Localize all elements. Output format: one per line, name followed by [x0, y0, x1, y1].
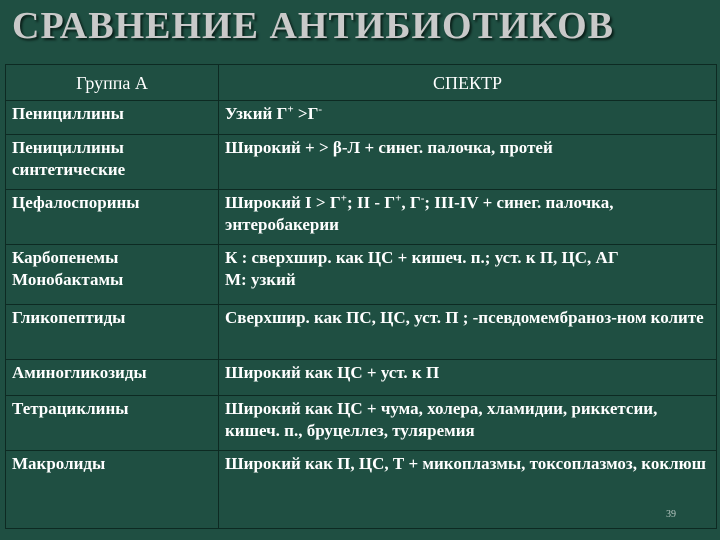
antibiotics-table [5, 64, 717, 529]
spectrum-text: ; III-IV + синег. палочка, энтеробакерии [225, 193, 614, 235]
group-line: Пенициллины [12, 138, 124, 157]
spectrum-cell: Сверхшир. как ПС, ЦС, уст. П ; -псевдомембраноз-ном колите [219, 305, 717, 360]
table-row [6, 305, 717, 360]
spectrum-text: >Г [293, 104, 319, 123]
table-row [6, 396, 717, 451]
group-line: Карбопенемы [12, 248, 119, 267]
group-cell: Гликопептиды [6, 305, 219, 360]
table-row [6, 451, 717, 529]
superscript: + [395, 192, 402, 205]
group-line: синтетические [12, 160, 126, 180]
spectrum-line: М: узкий [225, 270, 296, 290]
superscript: + [340, 192, 347, 205]
superscript: + [287, 103, 294, 116]
table-row [6, 245, 717, 305]
superscript: - [318, 103, 323, 116]
group-cell [6, 135, 219, 190]
table-row [6, 190, 717, 245]
table-row [6, 360, 717, 396]
spectrum-cell [219, 190, 717, 245]
spectrum-text: Широкий I > Г [225, 193, 341, 212]
spectrum-text: ; II - Г [346, 193, 396, 212]
header-group: Группа А [6, 65, 219, 101]
table-row [6, 135, 717, 190]
table-header-row [6, 65, 717, 101]
group-cell [6, 245, 219, 305]
superscript: - [420, 192, 425, 205]
group-cell: Цефалоспорины [6, 190, 219, 245]
spectrum-cell: Широкий + > β-Л + синег. палочка, протей [219, 135, 717, 190]
table-row [6, 101, 717, 135]
group-line: Монобактамы [12, 270, 124, 290]
spectrum-cell [219, 245, 717, 305]
slide-title: СРАВНЕНИЕ АНТИБИОТИКОВ [12, 5, 615, 47]
group-cell: Тетрациклины [6, 396, 219, 451]
spectrum-cell [219, 101, 717, 135]
page-number: 39 [666, 509, 676, 520]
spectrum-cell: Широкий как ЦС + уст. к П [219, 360, 717, 396]
spectrum-text: Узкий Г [225, 104, 288, 123]
header-spectrum: СПЕКТР [219, 65, 717, 101]
group-cell: Пенициллины [6, 101, 219, 135]
spectrum-cell: Широкий как П, ЦС, Т + микоплазмы, токсоплазмоз, коклюш [219, 451, 717, 529]
group-cell: Макролиды [6, 451, 219, 529]
spectrum-line: К : сверхшир. как ЦС + кишеч. п.; уст. к П, ЦС, АГ [225, 248, 619, 267]
spectrum-text: , Г [401, 193, 421, 212]
group-cell: Аминогликозиды [6, 360, 219, 396]
spectrum-cell: Широкий как ЦС + чума, холера, хламидии, риккетсии, кишеч. п., бруцеллез, туляремия [219, 396, 717, 451]
